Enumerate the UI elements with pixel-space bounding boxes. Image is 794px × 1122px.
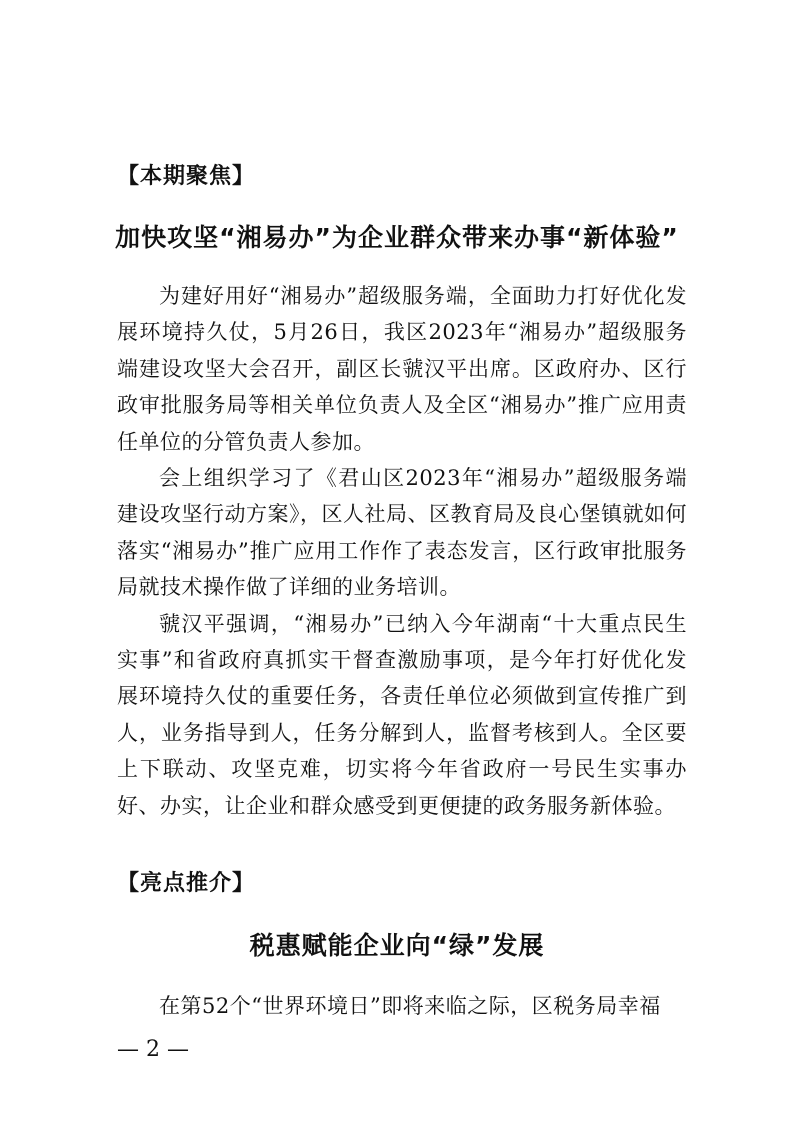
paragraph: 在第52个“世界环境日”即将来临之际，区税务局幸福 [159,994,661,1018]
article-body-xiangyiban [117,278,687,824]
article-body-tax-green [117,988,687,1024]
article-title-xiangyiban: 加快攻坚“湘易办”为企业群众带来办事“新体验” [115,223,679,252]
article-title-tax-green: 税惠赋能企业向“绿”发展 [249,931,545,960]
page-number: — 2 — [117,1037,189,1062]
paragraph: 虢汉平强调，“湘易办”已纳入今年湖南“十大重点民生实事”和省政府真抓实干督查激励事项，是今年打好优化发展环境持久仗的重要任务，各责任单位必须做到宣传推广到人，业务指导到人，任务分解到人，监督考核到人。全区要上下联动、攻坚克难，切实将今年省政府一号民生实事办好、办实，让企业和群众感受到更便捷的政务服务新体验。 [117,611,687,818]
paragraph: 会上组织学习了《君山区2023年“湘易办”超级服务端建设攻坚行动方案》，区人社局、区教育局及良心堡镇就如何落实“湘易办”推广应用工作作了表态发言，区行政审批服务局就技术操作做了详细的业务培训。 [117,466,687,600]
section-tag-highlight: 【亮点推介】 [117,871,256,896]
paragraph: 为建好用好“湘易办”超级服务端，全面助力打好优化发展环境持久仗，5月26日，我区2023年“湘易办”超级服务端建设攻坚大会召开，副区长虢汉平出席。区政府办、区行政审批服务局等相关单位负责人及全区“湘易办”推广应用责任单位的分管负责人参加。 [117,284,687,454]
section-tag-focus: 【本期聚焦】 [117,164,256,189]
